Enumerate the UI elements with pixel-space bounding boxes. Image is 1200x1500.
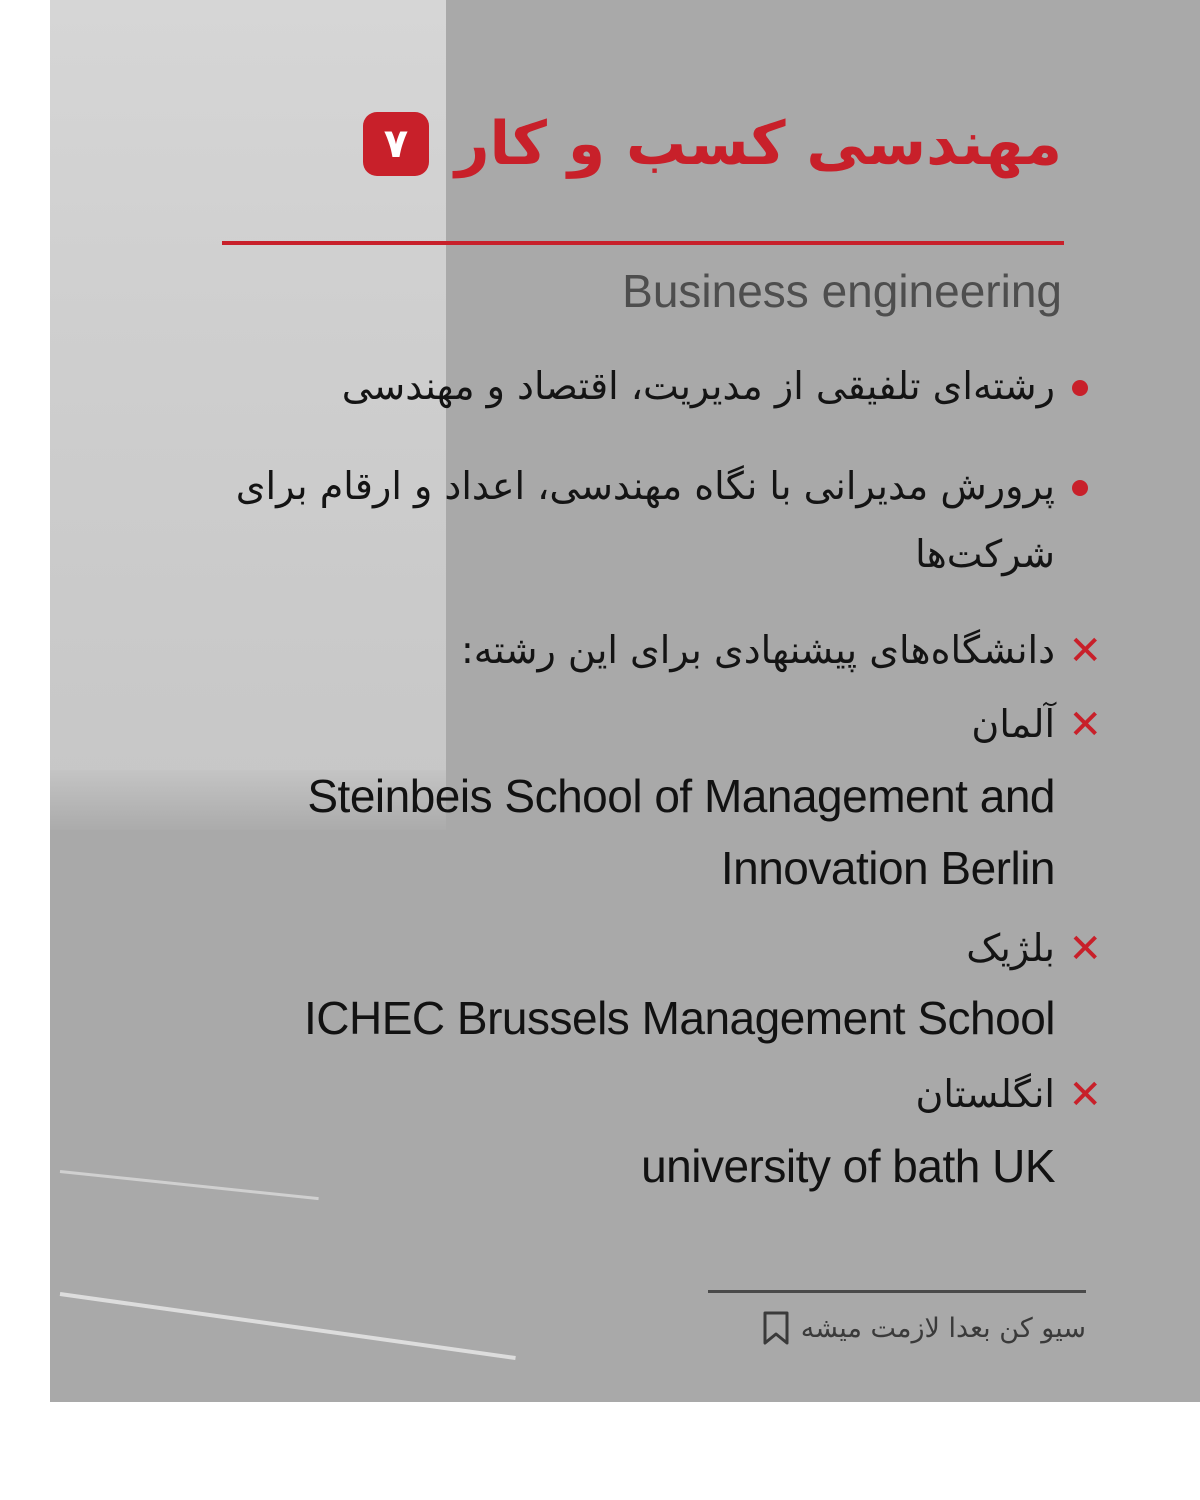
university-name: university of bath UK	[641, 1140, 1055, 1192]
country-item: ✕ بلژیک	[966, 926, 1102, 972]
cross-icon: ✕	[1068, 926, 1102, 972]
title-divider	[222, 241, 1064, 245]
page-title: مهندسی کسب و کار	[454, 109, 1062, 179]
country-item: ✕ آلمان	[971, 702, 1102, 748]
bullet-dot-icon	[1072, 480, 1088, 496]
page-subtitle: Business engineering	[622, 265, 1062, 317]
university-name: Steinbeis School of Management and Innovation Berlin	[307, 770, 1055, 894]
footer-text: سیو کن بعدا لازمت میشه	[800, 1312, 1086, 1344]
number-badge: ۷	[363, 112, 429, 176]
universities-heading: ✕ دانشگاه‌های پیشنهادی برای این رشته:	[460, 628, 1102, 674]
country-item: ✕ انگلستان	[915, 1072, 1102, 1118]
bookmark-icon[interactable]	[761, 1310, 791, 1346]
bullet-item: رشته‌ای تلفیقی از مدیریت، اقتصاد و مهندسی	[195, 352, 1055, 420]
title-row	[363, 109, 1062, 179]
footer	[761, 1310, 1086, 1346]
university-name: ICHEC Brussels Management School	[304, 992, 1055, 1044]
bullet-dot-icon	[1072, 380, 1088, 396]
cross-icon: ✕	[1068, 628, 1102, 674]
cross-icon: ✕	[1068, 1072, 1102, 1118]
bullet-item: پرورش مدیرانی با نگاه مهندسی، اعداد و ارقام برای شرکت‌ها	[205, 452, 1055, 588]
cross-icon: ✕	[1068, 702, 1102, 748]
footer-divider	[708, 1290, 1086, 1293]
